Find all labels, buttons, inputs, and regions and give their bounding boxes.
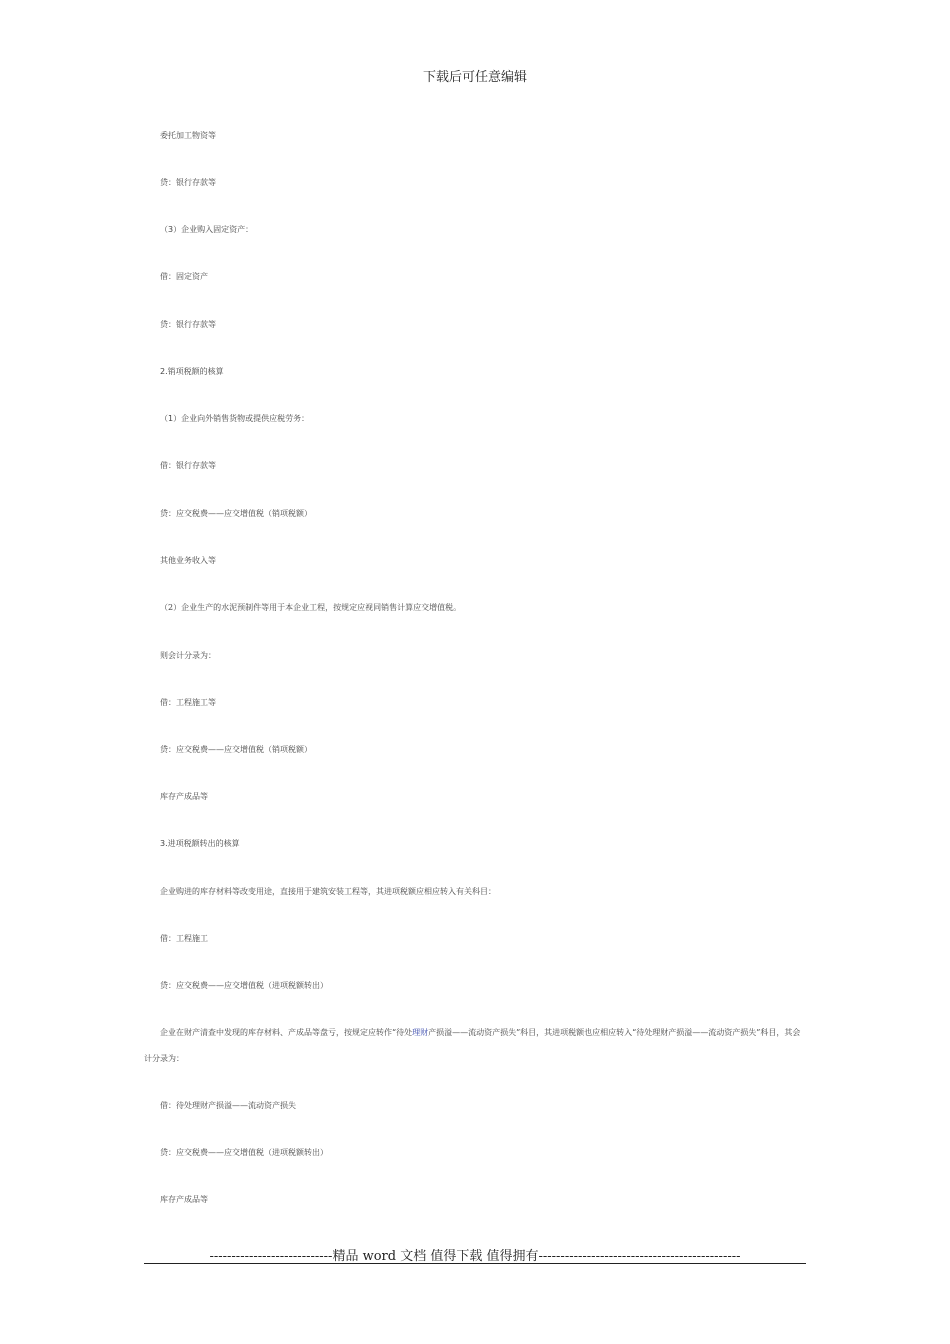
paragraph: 库存产成品等: [160, 792, 208, 801]
paragraph: 借：待处理财产损溢——流动资产损失: [160, 1101, 296, 1110]
paragraph: 贷：银行存款等: [160, 178, 216, 187]
paragraph: 借：工程施工等: [160, 698, 216, 707]
paragraph: 贷：应交税费——应交增值税（进项税额转出）: [160, 1148, 328, 1157]
paragraph: 其他业务收入等: [160, 556, 216, 565]
paragraph: 企业购进的库存材料等改变用途，直接用于建筑安装工程等，其进项税额应相应转入有关科目：: [160, 887, 496, 896]
paragraph: 则会计分录为：: [160, 651, 216, 660]
paragraph: 借：银行存款等: [160, 461, 216, 470]
page-header: 下载后可任意编辑: [422, 70, 527, 85]
paragraph: 库存产成品等: [160, 1195, 208, 1204]
paragraph: 借：工程施工: [160, 934, 208, 943]
footer-divider: [144, 1263, 806, 1264]
paragraph: 借：固定资产: [160, 272, 208, 281]
paragraph: 贷：应交税费——应交增值税（销项税额）: [160, 745, 312, 754]
long-paragraph: 企业在财产清查中发现的库存材料、产成品等盘亏，按规定应转作“待处理财产损溢——流动资产损失”科目，其进项税额也应相应转入“待处理财产损溢——流动资产损失”科目，其会计分录为：: [144, 1028, 801, 1063]
inline-link[interactable]: 理财: [412, 1028, 429, 1037]
paragraph: （3）企业购入固定资产：: [160, 225, 254, 234]
section-heading: 3.进项税额转出的核算: [160, 839, 240, 848]
paragraph: 贷：应交税费——应交增值税（进项税额转出）: [160, 981, 328, 990]
paragraph: 贷：应交税费——应交增值税（销项税额）: [160, 509, 312, 518]
page-footer: ----------------------------精品 word 文档 值得下载 值得拥有----------------------------------------------: [209, 1249, 741, 1264]
paragraph: 贷：银行存款等: [160, 320, 216, 329]
paragraph: （1）企业向外销售货物或提供应税劳务：: [160, 414, 310, 423]
section-heading: 2.销项税额的核算: [160, 367, 224, 376]
paragraph: 委托加工物资等: [160, 131, 216, 140]
paragraph: （2）企业生产的水泥预制件等用于本企业工程，按规定应视同销售计算应交增值税。: [160, 603, 462, 612]
